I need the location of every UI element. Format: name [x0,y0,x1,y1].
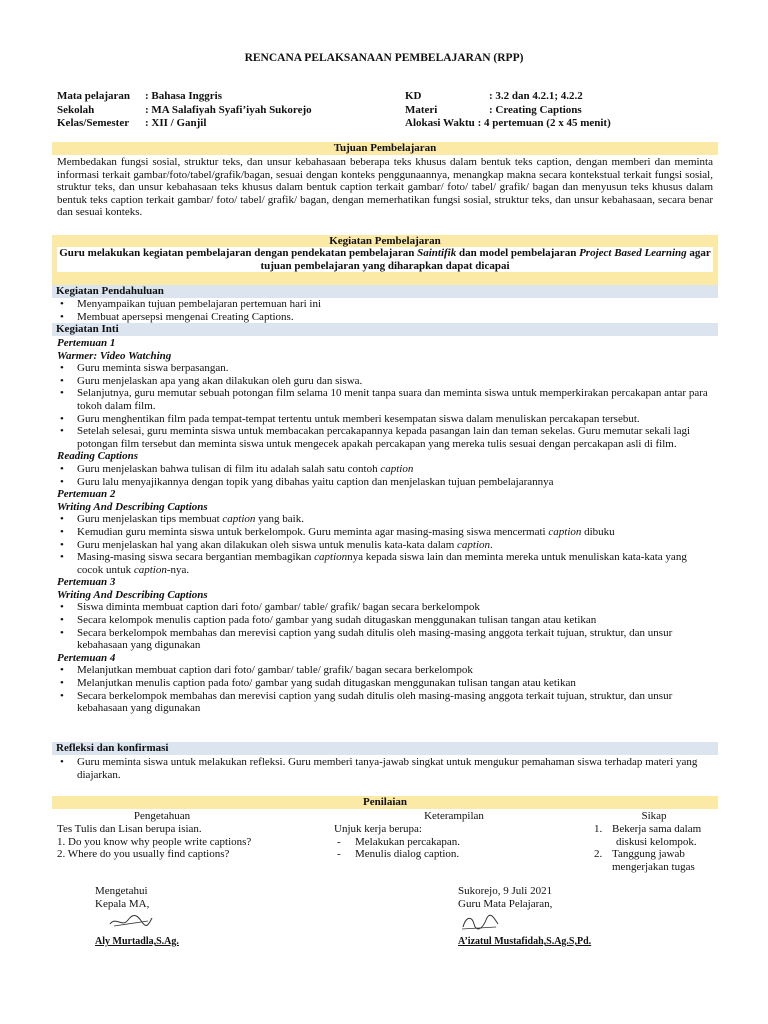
keterampilan-item: - Melakukan percakapan. [337,835,461,848]
list-item: • Guru meminta siswa berpasangan. [57,362,709,375]
keterampilan-intro: Unjuk kerja berupa: [334,822,422,835]
signature-right-name: A’izatul Mustafidah,S.Ag.S,Pd. [458,936,592,947]
item-italic: caption [548,525,582,538]
keterampilan-heading: Keterampilan [424,810,484,822]
item-text: -nya. [166,563,190,576]
pengetahuan-heading: Pengetahuan [133,810,191,822]
mapel-label: Mata pelajaran [57,90,131,102]
signature-scribble-right [460,912,500,932]
item-italic: caption [314,551,348,564]
list-item [57,526,709,539]
sikap-item [594,848,718,874]
signature-left [95,885,149,911]
tujuan-text: Membedakan fungsi sosial, struktur teks, dan unsur kebahasaan beberapa teks khusus dalam bentuk teks caption, dengan memberi dan meminta informasi terkait gambar/foto/tabel/grafik/bagan, sesuai dengan konteks penggunaannya, menangkap makna secara kontekstual terkait fungsi sosial, struktur teks, dan unsur kebahasaan teks khusus dalam bentuk caption terkait gambar/ foto/ tabel/ grafik/ bagan dan menyusun teks khusus dalam bentuk teks caption terkait gambar/ foto/ tabel/ grafik/ bagan, dengan memerhatikan fungsi sosial, struktur teks, dan unsur kebahasaan, secara benar dan sesuai konteks. [57,156,713,219]
kegiatan-intro [57,247,713,272]
kelas-value: : XII / Ganjil [145,117,207,129]
sikap-line: mengerjakan tugas [612,861,695,874]
item-italic: caption [380,462,414,475]
item-text: nya kepada siswa lain dan meminta mereka untuk menuliskan kata-kata yang cocok untuk [77,551,687,576]
intro-text-c: dan model pembelajaran [456,247,580,259]
item-italic: caption [222,513,256,526]
alokasi-value: : 4 pertemuan (2 x 45 menit) [477,117,611,129]
item-text: dibuku [581,525,615,538]
list-item [57,513,709,526]
pengetahuan-line: 1. Do you know why people write captions? [57,835,252,848]
item-text: yang baik. [255,513,304,526]
list-item: • Selanjutnya, guru memutar sebuah potongan film selama 10 menit tanpa suara dan meminta siswa untuk memperkirakan percakapan antar para tokoh dalam film. [57,387,709,412]
sekolah-label: Sekolah [57,103,95,116]
item-italic: caption [133,563,167,576]
pengetahuan-line: 2. Where do you usually find captions? [57,848,230,861]
sikap-num: 1. [594,822,603,835]
item-text: Guru menjelaskan hal yang akan dilakukan oleh siswa untuk menulis kata-kata dalam [77,538,457,551]
info-right [405,90,611,131]
list-item: • Guru menjelaskan apa yang akan dilakukan oleh guru dan siswa. [57,375,709,388]
pendahuluan-heading: Kegiatan Pendahuluan [52,285,718,298]
penilaian-heading: Penilaian [52,796,718,809]
list-item: • Secara berkelompok membahas dan merevisi caption yang sudah ditulis oleh masing-masing anggota terkait tujuan, struktur, dan unsur kebahasaan yang digunakan [57,690,709,715]
intro-pbl: Project Based Learning [579,247,687,259]
pertemuan-1-title: Pertemuan 1 [57,337,116,349]
sikap-line: Bekerja sama dalam [612,822,702,835]
sikap-column [594,810,718,874]
sikap-heading: Sikap [641,810,667,822]
materi-label: Materi [405,103,438,116]
pengetahuan-column [57,810,307,861]
materi-value: : Creating Captions [489,103,582,116]
list-item [57,551,709,576]
list-item: • Melanjutkan menulis caption pada foto/ gambar yang sudah ditugaskan menggunakan tulisan tangan atau ketikan [57,677,709,690]
signature-right-line1: Sukorejo, 9 Juli 2021 [458,885,553,897]
writing-subtitle: Writing And Describing Captions [57,588,208,601]
signature-left-line2: Kepala MA, [95,898,150,910]
sikap-line: Tanggung jawab [612,848,685,861]
list-item [57,463,709,476]
pengetahuan-line: Tes Tulis dan Lisan berupa isian. [57,822,202,835]
warmer-subtitle: Warmer: Video Watching [57,349,172,362]
signature-left-line1: Mengetahui [95,885,148,897]
list-item: • Secara berkelompok membahas dan merevisi caption yang sudah ditulis oleh masing-masing anggota terkait tujuan, struktur, dan unsur kebahasaan yang digunakan [57,627,709,652]
kegiatan-box [52,235,718,285]
inti-heading: Kegiatan Inti [52,323,718,336]
refleksi-heading: Refleksi dan konfirmasi [52,742,718,755]
inti-content [57,337,709,715]
sikap-line: diskusi kelompok. [616,835,697,848]
pertemuan-4-title: Pertemuan 4 [57,651,116,664]
info-left [57,90,312,131]
kegiatan-heading: Kegiatan Pembelajaran [329,235,441,247]
signature-scribble-left [108,912,154,930]
pertemuan-3-title: Pertemuan 3 [57,576,116,589]
signature-right [458,885,552,911]
intro-saintifik: Saintifik [417,247,457,259]
keterampilan-column [334,810,574,861]
kd-value: : 3.2 dan 4.2.1; 4.2.2 [489,90,583,102]
list-item [57,539,709,552]
sekolah-value: : MA Salafiyah Syafi’iyah Sukorejo [145,103,312,116]
list-item: • Guru menghentikan film pada tempat-tempat tertentu untuk memberi kesempatan siswa dalam menuliskan percakapan tersebut. [57,413,709,426]
item-text: Menulis dialog caption. [355,848,460,861]
signature-right-line2: Guru Mata Pelajaran, [458,898,553,910]
intro-text-e: agar tujuan pembelajaran yang diharapkan dapat dicapai [260,247,711,272]
mapel-value: : Bahasa Inggris [145,90,223,102]
item-text: Melakukan percakapan. [355,835,461,848]
intro-text-a: Guru melakukan kegiatan pembelajaran dengan pendekatan pembelajaran [59,247,418,259]
item-text: Masing-masing siswa secara bergantian membagikan [77,551,315,564]
list-item: • Guru meminta siswa untuk melakukan refleksi. Guru memberi tanya-jawab singkat untuk mengukur pemahaman siswa terhadap materi yang diajarkan. [57,756,709,781]
sikap-num: 2. [594,848,603,861]
item-text: Guru menjelaskan tips membuat [77,513,223,526]
item-italic: caption [457,538,490,551]
tujuan-heading: Tujuan Pembelajaran [52,142,718,155]
reading-captions-subtitle: Reading Captions [57,450,138,463]
item-text: Kemudian guru meminta siswa untuk berkelompok. Guru meminta agar masing-masing siswa mencermati [77,525,549,538]
keterampilan-item: - Menulis dialog caption. [337,848,460,861]
pertemuan-2-title: Pertemuan 2 [57,488,116,501]
list-item: • Secara kelompok menulis caption pada foto/ gambar yang sudah ditugaskan menggunakan tulisan tangan atau ketikan [57,614,709,627]
document-title: RENCANA PELAKSANAAN PEMBELAJARAN (RPP) [244,52,524,64]
kd-label: KD [405,90,422,102]
writing-subtitle: Writing And Describing Captions [57,500,208,513]
alokasi-label: Alokasi Waktu [405,117,475,129]
kelas-label: Kelas/Semester [57,117,130,129]
list-item: • Guru lalu menyajikannya dengan topik yang dibahas yaitu caption dan menjelaskan tujuan pembelajarannya [57,476,709,489]
pendahuluan-list [57,298,709,323]
list-item: • Menyampaikan tujuan pembelajaran pertemuan hari ini [57,298,709,311]
signature-left-name: Aly Murtadla,S.Ag. [95,936,179,947]
list-item: • Membuat apersepsi mengenai Creating Captions. [57,311,709,324]
refleksi-list [57,756,709,781]
list-item: • Setelah selesai, guru meminta siswa untuk membacakan percakapannya kepada pasangan lain dan teman sekelas. Guru memutar sekali lagi potongan film tersebut dan meminta siswa untuk mengecek apakah percakapan yang mereka tulis sesuai dengan percakapan asli di film. [57,425,709,450]
item-text: Guru menjelaskan bahwa tulisan di film itu adalah salah satu contoh [77,462,381,475]
item-text: . [490,538,493,551]
list-item: • Melanjutkan membuat caption dari foto/ gambar/ table/ grafik/ bagan secara berkelompok [57,664,709,677]
list-item: • Siswa diminta membuat caption dari foto/ gambar/ table/ grafik/ bagan secara berkelompok [57,601,709,614]
sikap-item [594,823,718,849]
